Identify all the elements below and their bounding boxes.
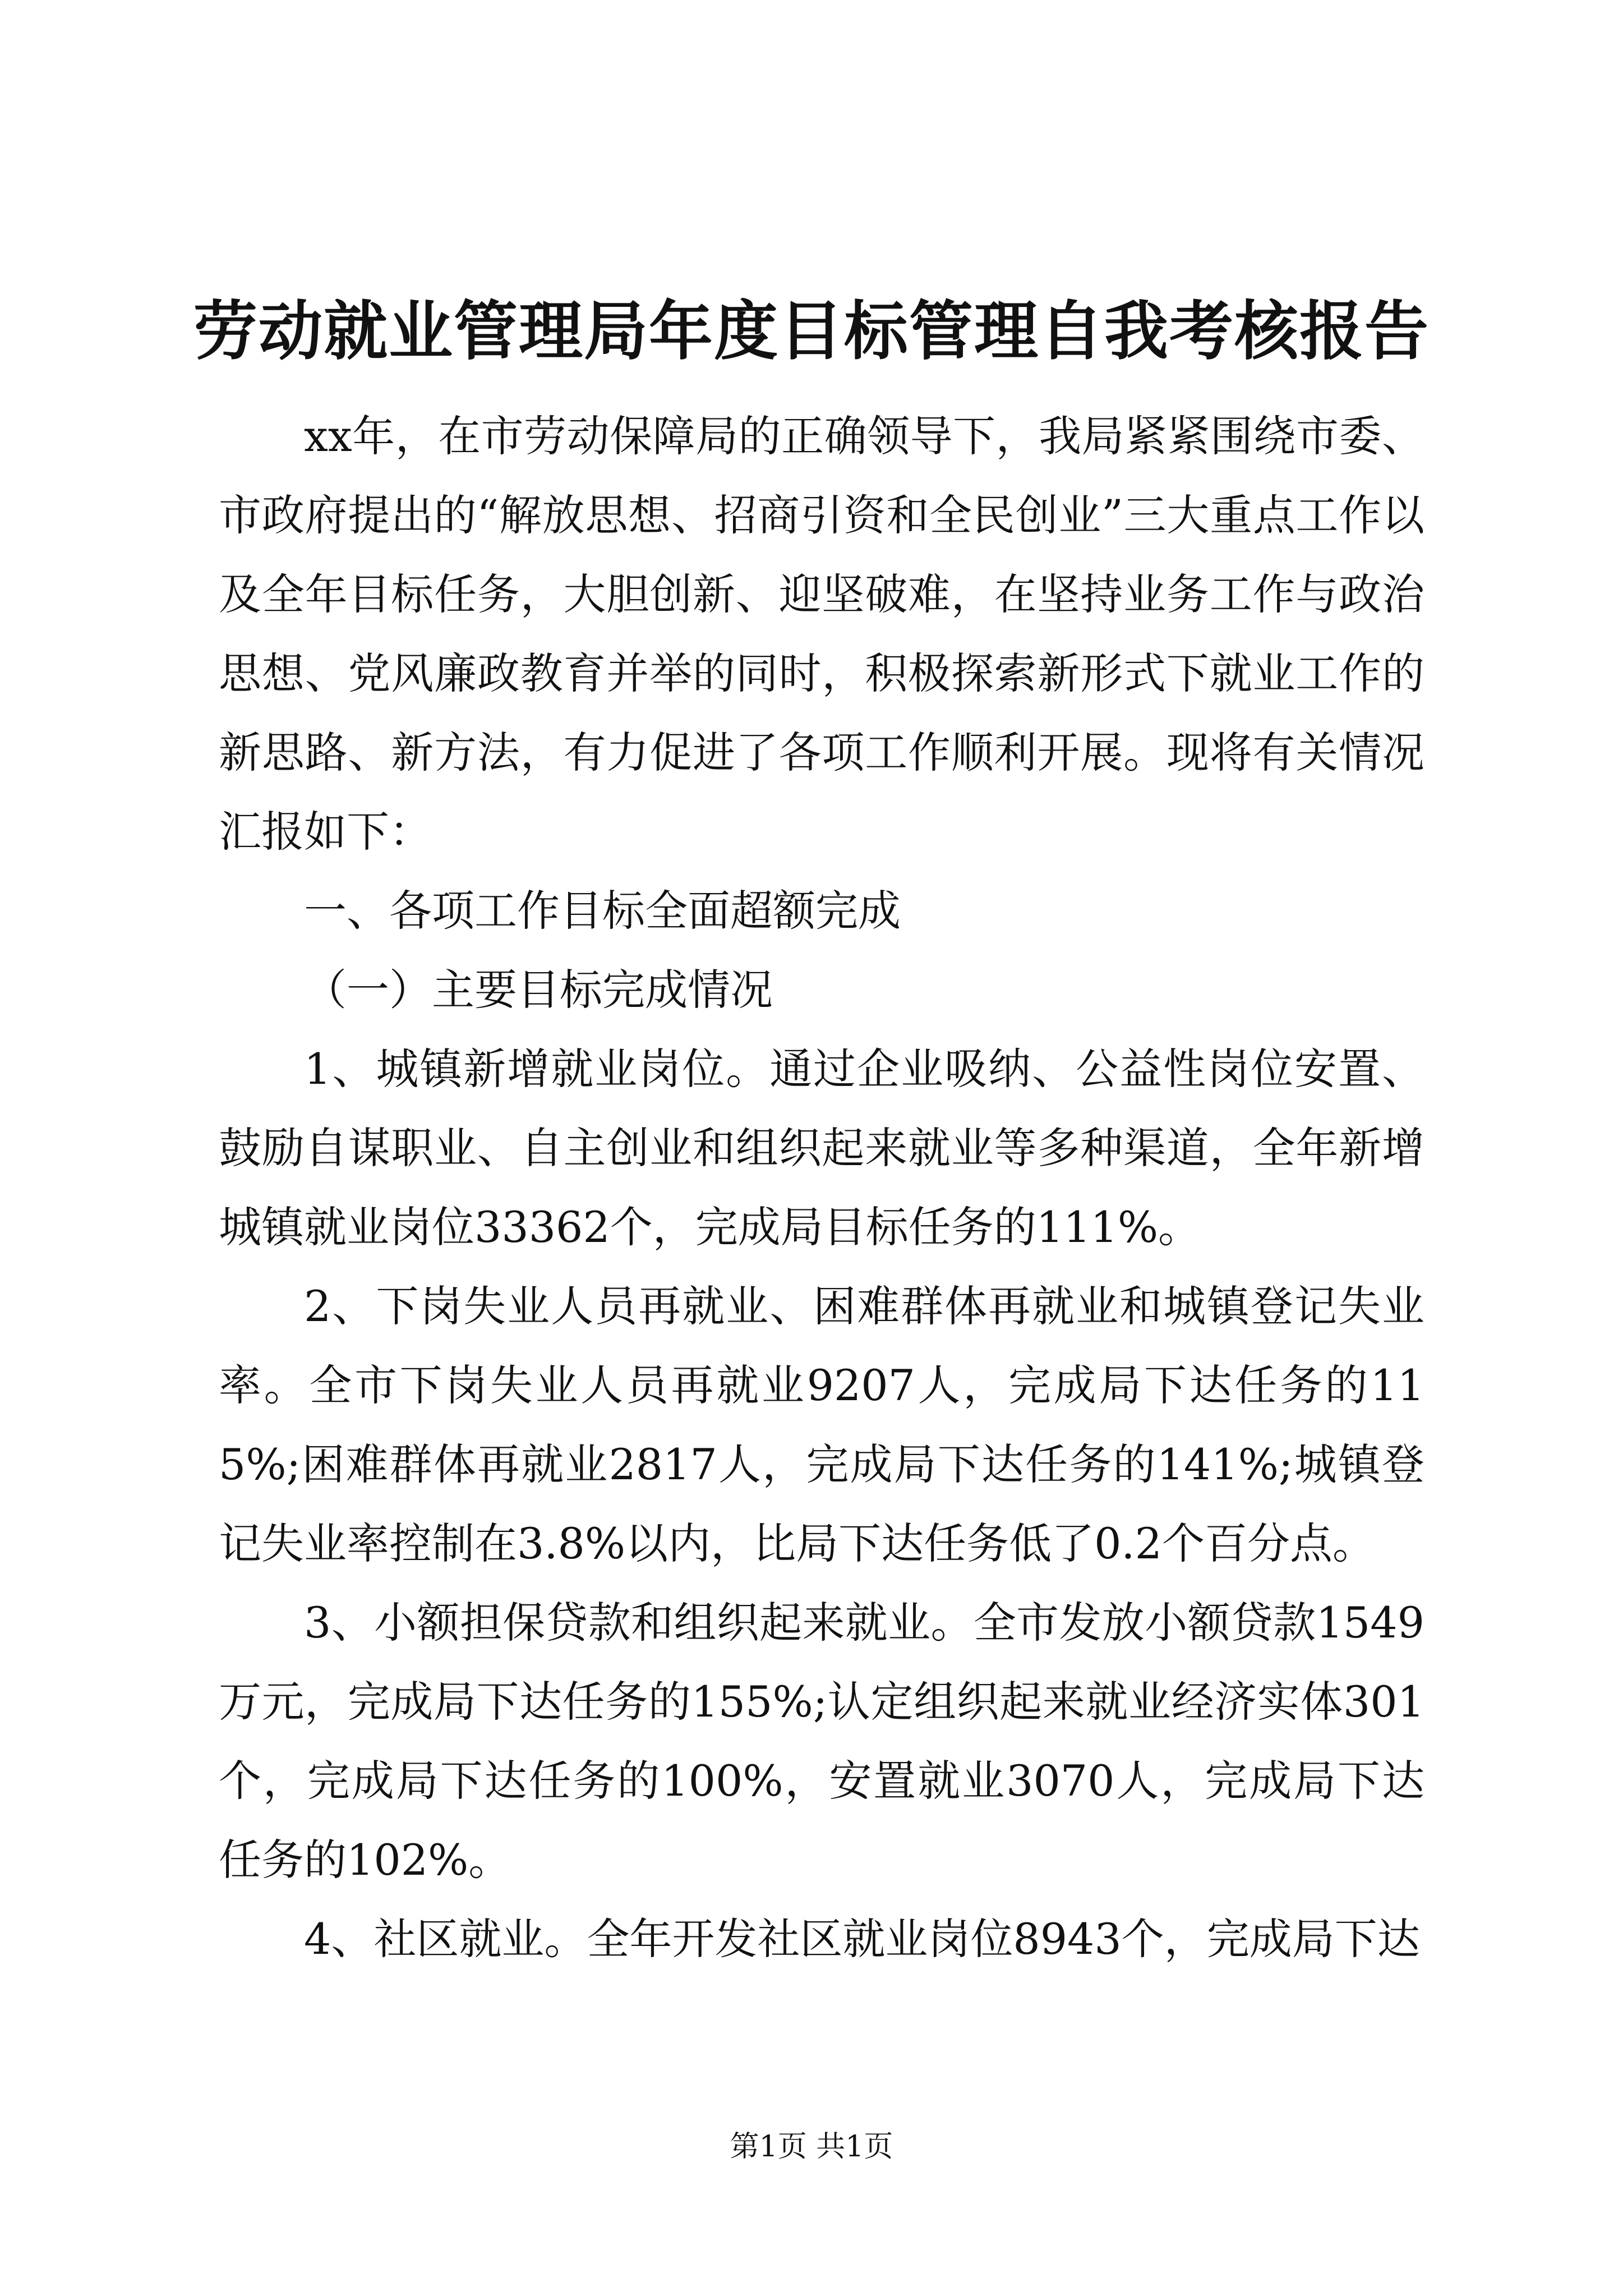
document-body (219, 397, 1424, 1978)
section-heading: 一、各项工作目标全面超额完成 (304, 886, 901, 936)
page-footer: 第1页 共1页 (730, 2130, 893, 2164)
paragraph-intro: xx年，在市劳动保障局的正确领导下，我局紧紧围绕市委、市政府提出的“解放思想、招商引资和全民创业”三大重点工作以及全年目标任务，大胆创新、迎坚破难，在坚持业务工作与政治思想、党风廉政教育并举的同时，积极探索新形式下就业工作的新思路、新方法，有力促进了各项工作顺利开展。现将有关情况汇报如下： (219, 411, 1424, 857)
subsection-heading: （一）主要目标完成情况 (304, 965, 773, 1015)
paragraph-item-1: 1、城镇新增就业岗位。通过企业吸纳、公益性岗位安置、鼓励自谋职业、自主创业和组织起来就业等多种渠道，全年新增城镇就业岗位33362个，完成局目标任务的111%。 (219, 1044, 1424, 1252)
document-title: 劳动就业管理局年度目标管理自我考核报告 (193, 293, 1430, 369)
paragraph-item-2: 2、下岗失业人员再就业、困难群体再就业和城镇登记失业率。全市下岗失业人员再就业9207人，完成局下达任务的115%;困难群体再就业2817人，完成局下达任务的141%;城镇登记失业率控制在3.8%以内，比局下达任务低了0.2个百分点。 (219, 1281, 1424, 1568)
paragraph-item-4: 4、社区就业。全年开发社区就业岗位8943个，完成局下达 (304, 1914, 1420, 1964)
paragraph-item-3: 3、小额担保贷款和组织起来就业。全市发放小额贷款1549万元，完成局下达任务的155%;认定组织起来就业经济实体301个，完成局下达任务的100%，安置就业3070人，完成局下达任务的102%。 (219, 1598, 1424, 1885)
